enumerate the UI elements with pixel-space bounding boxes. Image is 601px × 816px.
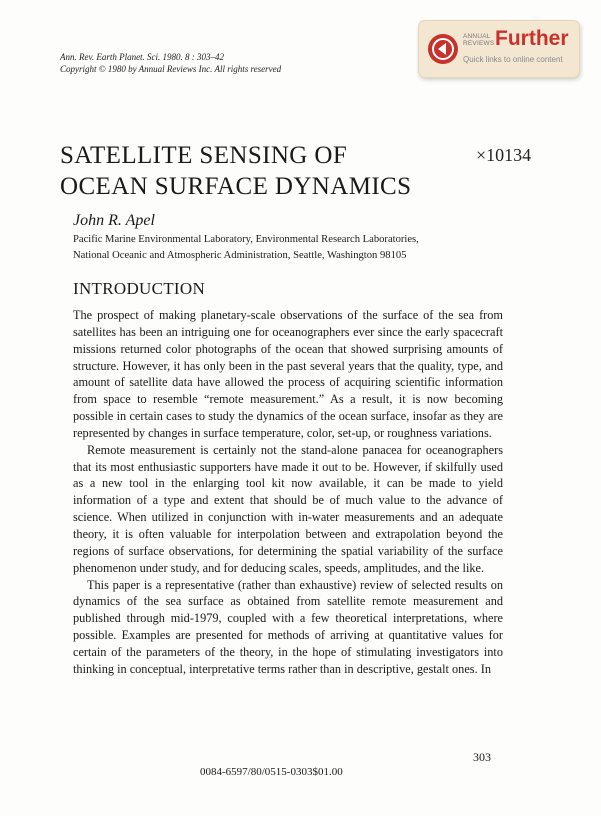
journal-citation <box>60 51 360 75</box>
body-paragraph: Remote measurement is certainly not the stand-alone panacea for oceanographers that its most enthusiastic supporters have made it out to be. However, if skilfully used as a new tool in the enlarging tool kit now available, it can be made to yield information of a type and extent that should be of much value to the advance of science. When utilized in conjunction with in-water measurements and an adequate theory, it is often valuable for interpolation between and extrapolation beyond the regions of surface observations, for determining the spatial variability of the surface phenomenon under study, and for deducing scales, speeds, amplitudes, and the like. <box>73 442 503 575</box>
article-title <box>60 140 411 202</box>
author-name: John R. Apel <box>73 212 155 229</box>
body-paragraph: The prospect of making planetary-scale observations of the surface of the sea from satellites has been an intriguing one for oceanographers ever since the early spacecraft missions returned color photographs of the ocean that showed surprising amounts of structure. However, it has only been in the past several years that the quality, type, and amount of satellite data have allowed the process of acquiring scientific information from space to resemble “remote measurement.” As a result, it is now becoming possible in certain cases to study the dynamics of the ocean surface, insofar as they are represented by changes in surface temperature, color, set-up, or roughness variations. <box>73 308 503 440</box>
body-paragraph: This paper is a representative (rather than exhaustive) review of selected results on dynamics of the sea surface as obtained from satellite remote measurement and published through mid-1979, coupled with a few theoretical interpretations, where possible. Examples are presented for methods of arriving at quantitative values for certain of the parameters of the theory, in the hope of stimulating investigators into thinking in conceptual, interpretative terms rather than in descriptive, gestalt ones. In <box>73 577 503 676</box>
annual-reviews-further-banner[interactable] <box>418 20 580 78</box>
article-code: ×10134 <box>476 145 532 165</box>
further-wordmark: Further <box>495 27 569 50</box>
further-subtitle: Quick links to online content <box>463 55 563 64</box>
page-number: 303 <box>473 750 491 764</box>
affiliation-line-1: Pacific Marine Environmental Laboratory, Environmental Research Laboratories, <box>73 234 419 245</box>
annual-reviews-logo-icon <box>428 34 458 64</box>
title-line-2: OCEAN SURFACE DYNAMICS <box>60 173 412 200</box>
citation-line-2: Copyright © 1980 by Annual Reviews Inc. All rights reserved <box>60 64 282 74</box>
citation-line-1: Ann. Rev. Earth Planet. Sci. 1980. 8 : 303–42 <box>60 52 225 62</box>
footer-code: 0084-6597/80/0515-0303$01.00 <box>200 766 343 778</box>
affiliation-line-2: National Oceanic and Atmospheric Administration, Seattle, Washington 98105 <box>73 250 407 261</box>
title-line-1: SATELLITE SENSING OF <box>60 142 348 169</box>
annual-reviews-wordmark: ANNUAL REVIEWS <box>463 33 495 47</box>
section-heading: INTRODUCTION <box>73 279 206 298</box>
author-affiliation <box>73 232 543 264</box>
article-body <box>73 307 503 678</box>
